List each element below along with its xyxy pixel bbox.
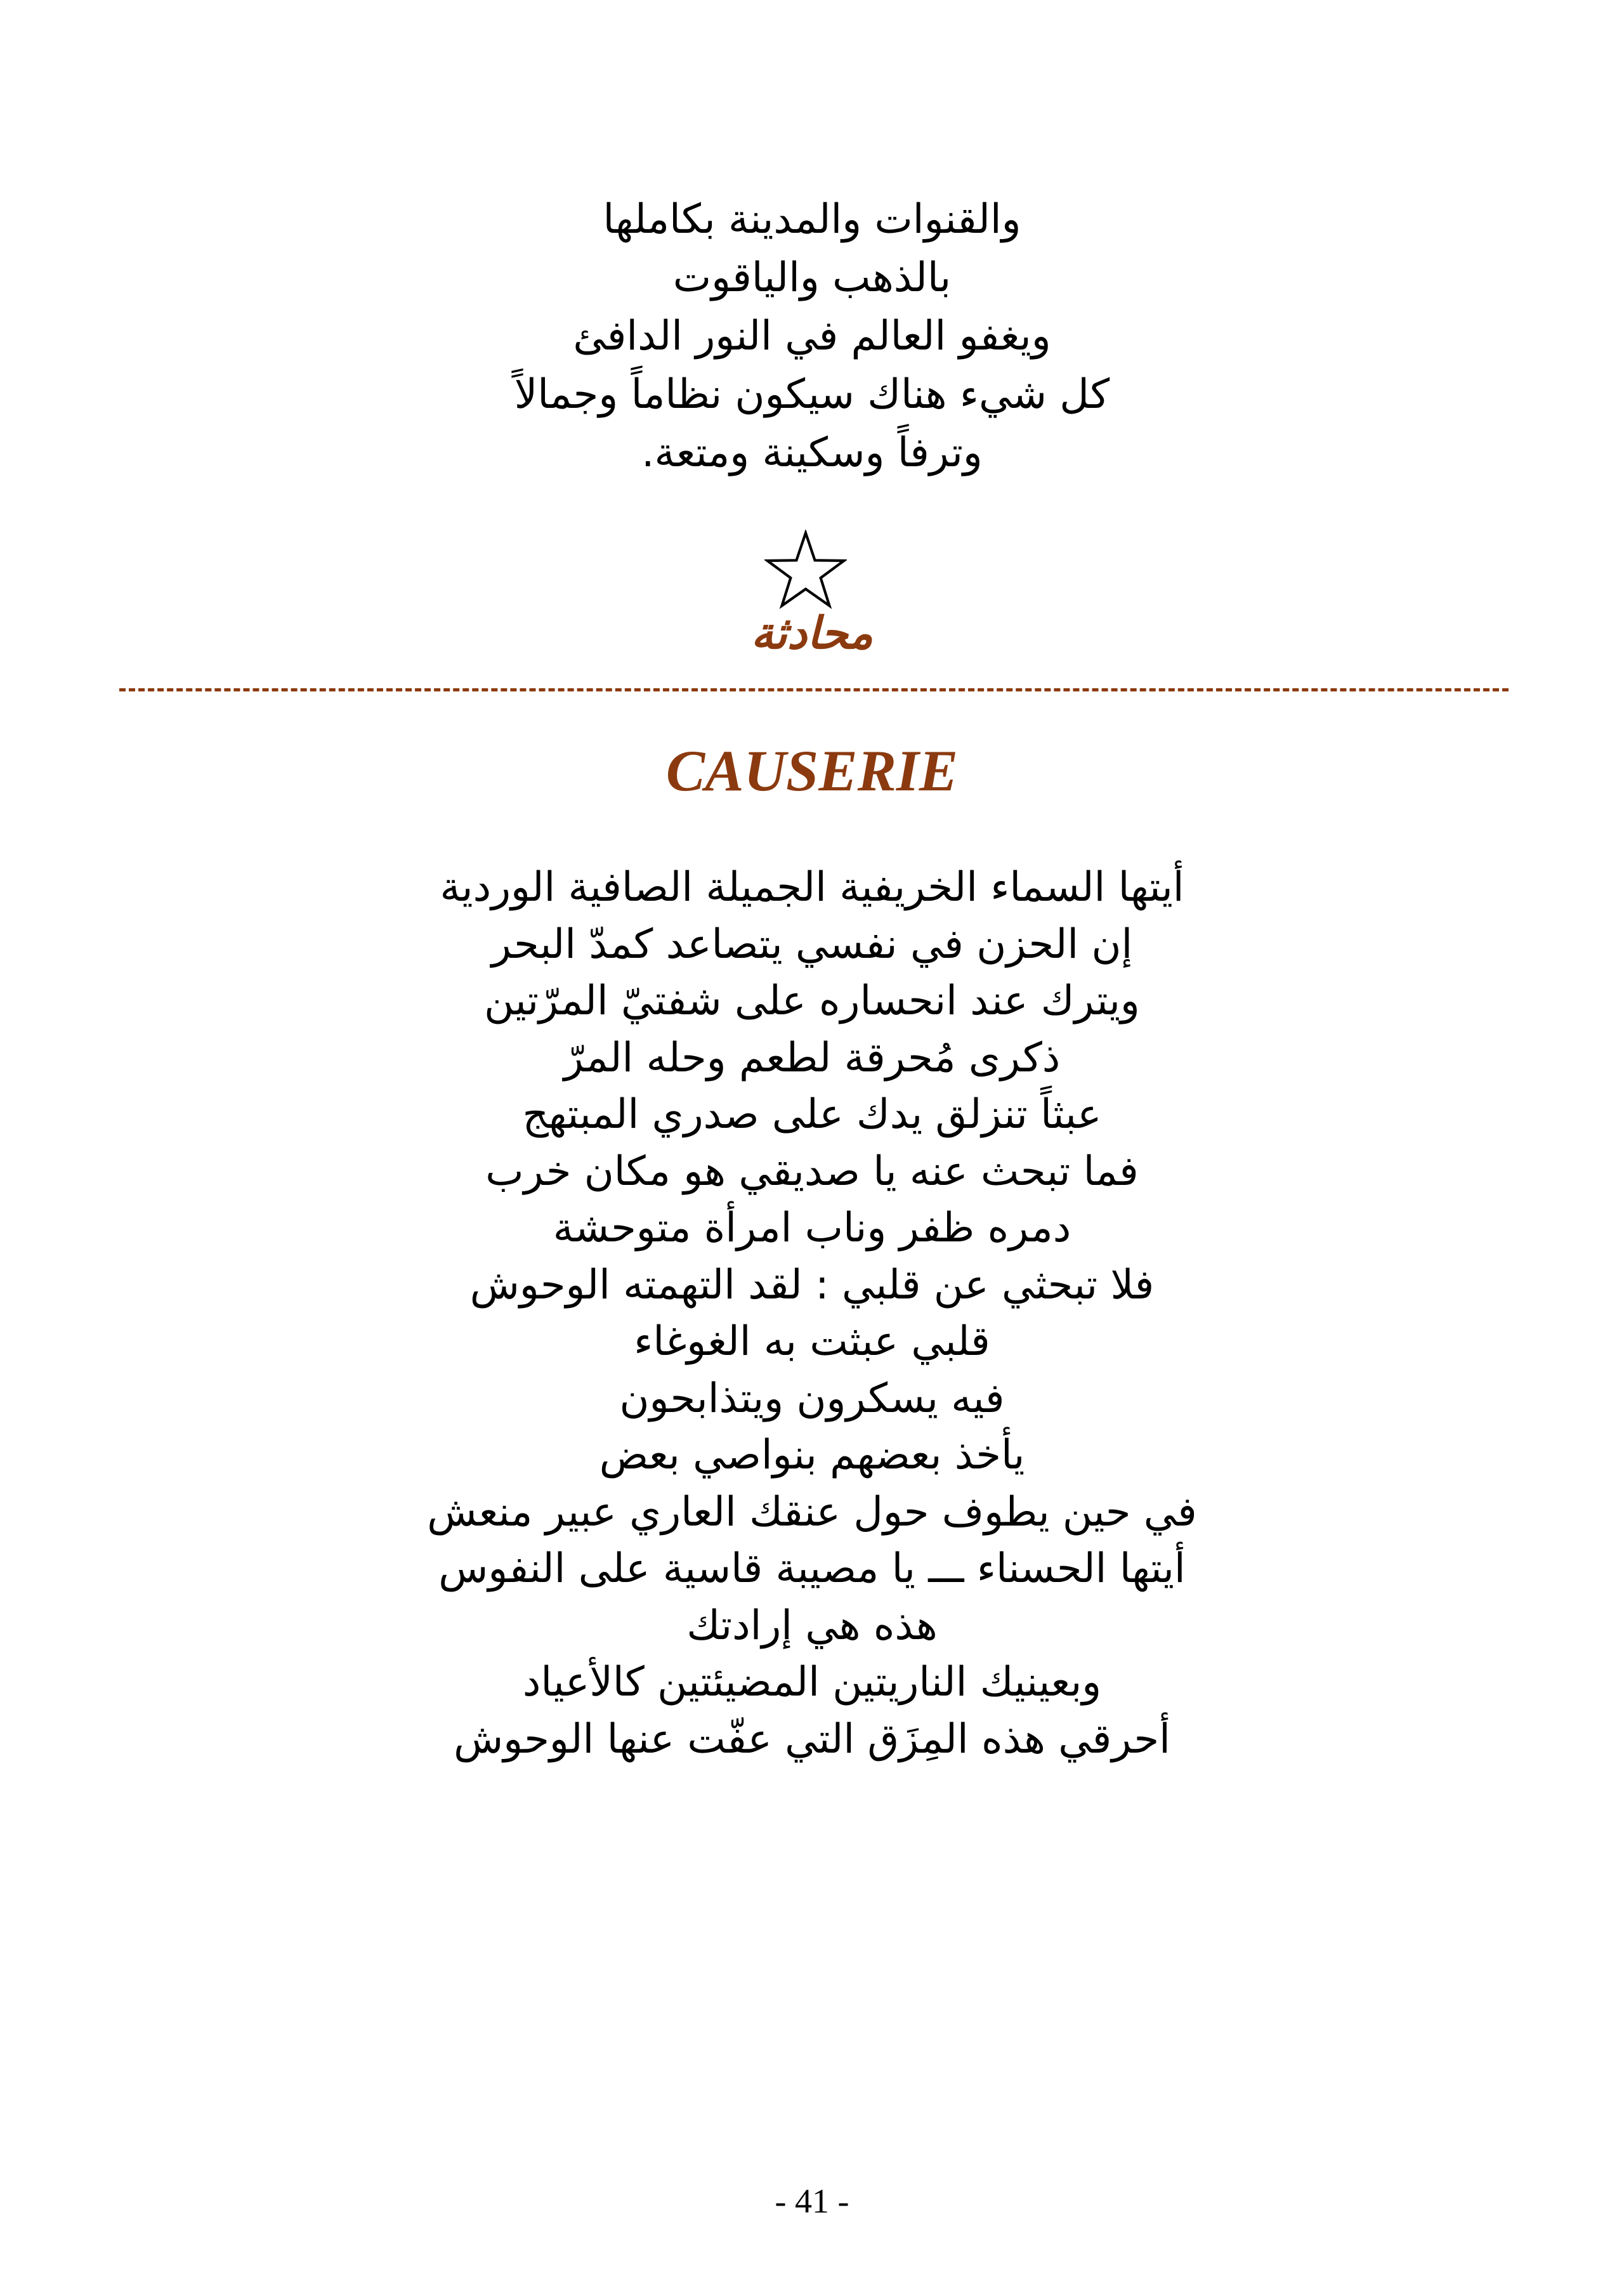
section-title-latin: CAUSERIE bbox=[665, 738, 959, 803]
poem-line: إن الحزن في نفسي يتصاعد كمدّ البحر bbox=[491, 920, 1133, 968]
star-outline-icon bbox=[764, 530, 847, 612]
poem-line: فيه يسكرون ويتذابحون bbox=[619, 1375, 1005, 1422]
poem-line: ويغفو العالم في النور الدافئ bbox=[573, 313, 1051, 360]
poem-line: وترفاً وسكينة ومتعة. bbox=[641, 429, 983, 476]
poem-line: عبثاً تنزلق يدك على صدري المبتهج bbox=[522, 1091, 1102, 1138]
poem-line: دمره ظفر وناب امرأة متوحشة bbox=[553, 1205, 1071, 1252]
poem-line: أحرقي هذه المِزَق التي عفّت عنها الوحوش bbox=[454, 1715, 1170, 1763]
poem-line: أيتها الحسناء ـــ يا مصيبة قاسية على النفوس bbox=[438, 1545, 1186, 1592]
poem-line: وبعينيك الناريتين المضيئتين كالأعياد bbox=[522, 1659, 1102, 1706]
poem-line: بالذهب والياقوت bbox=[672, 254, 952, 301]
section-title-arabic: محادثة bbox=[750, 607, 874, 659]
poem-line: ويترك عند انحساره على شفتيّ المرّتين bbox=[484, 978, 1140, 1024]
poem-line: فلا تبحثي عن قلبي : لقد التهمته الوحوش bbox=[469, 1261, 1155, 1309]
poem-main-stanza bbox=[0, 860, 1624, 1768]
poem-line: أيتها السماء الخريفية الجميلة الصافية الوردية bbox=[440, 864, 1184, 911]
dashed-divider bbox=[119, 688, 1509, 691]
poem-line: هذه هي إرادتك bbox=[686, 1602, 938, 1649]
poem-line: والقنوات والمدينة بكاملها bbox=[603, 196, 1021, 243]
poem-line: كل شيء هناك سيكون نظاماً وجمالاً bbox=[514, 371, 1110, 418]
poem-line: فما تبحث عنه يا صديقي هو مكان خرب bbox=[485, 1148, 1139, 1195]
poem-top-stanza bbox=[0, 190, 1624, 482]
poem-line: قلبي عبثت به الغوغاء bbox=[634, 1318, 990, 1365]
page-number: - 41 - bbox=[775, 2182, 849, 2220]
poem-line: في حين يطوف حول عنقك العاري عبير منعش bbox=[427, 1488, 1197, 1536]
poem-line: يأخذ بعضهم بنواصي بعض bbox=[599, 1432, 1025, 1479]
poem-line: ذكرى مُحرقة لطعم وحله المرّ bbox=[563, 1034, 1061, 1082]
